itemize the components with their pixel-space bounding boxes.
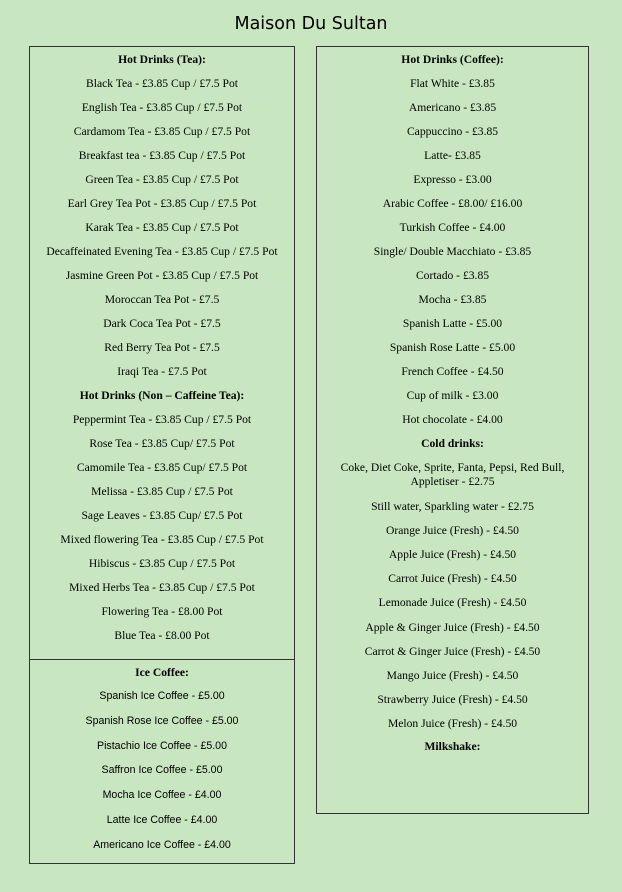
menu-title: Maison Du Sultan <box>234 14 388 34</box>
menu-item: Cappuccino - £3.85 <box>406 125 499 138</box>
menu-item: Red Berry Tea Pot - £7.5 <box>104 341 220 354</box>
section-heading: Ice Coffee: <box>135 666 189 679</box>
menu-item: Spanish Latte - £5.00 <box>402 317 503 330</box>
menu-item: Flowering Tea - £8.00 Pot <box>101 605 223 618</box>
menu-item: Earl Grey Tea Pot - £3.85 Cup / £7.5 Pot <box>67 197 257 210</box>
tea-section <box>29 46 295 660</box>
menu-item: Still water, Sparkling water - £2.75 <box>371 500 534 513</box>
menu-item: Melon Juice (Fresh) - £4.50 <box>387 716 518 730</box>
menu-item: Blue Tea - £8.00 Pot <box>114 629 210 642</box>
menu-item: Moroccan Tea Pot - £7.5 <box>104 293 220 306</box>
section-heading: Hot Drinks (Non – Caffeine Tea): <box>79 389 245 402</box>
menu-item: Strawberry Juice (Fresh) - £4.50 <box>377 692 528 706</box>
menu-item: Latte- £3.85 <box>424 149 481 162</box>
menu-item: Breakfast tea - £3.85 Cup / £7.5 Pot <box>78 149 246 162</box>
menu-item: Peppermint Tea - £3.85 Cup / £7.5 Pot <box>72 413 252 426</box>
menu-item: Saffron Ice Coffee - £5.00 <box>101 764 223 777</box>
menu-item: Melissa - £3.85 Cup / £7.5 Pot <box>91 485 233 498</box>
section-heading: Hot Drinks (Tea): <box>118 53 206 66</box>
section-heading: Milkshake: <box>424 740 481 753</box>
menu-item: Turkish Coffee - £4.00 <box>399 221 506 234</box>
menu-item: Rose Tea - £3.85 Cup/ £7.5 Pot <box>89 437 235 450</box>
menu-item: Coke, Diet Coke, Sprite, Fanta, Pepsi, Red Bull, Appletiser - £2.75 <box>340 461 565 488</box>
menu-item: Iraqi Tea - £7.5 Pot <box>117 365 207 378</box>
menu-item: Cup of milk - £3.00 <box>406 389 499 402</box>
menu-item: Apple & Ginger Juice (Fresh) - £4.50 <box>365 620 540 634</box>
menu-item: French Coffee - £4.50 <box>401 365 504 378</box>
menu-item: Carrot Juice (Fresh) - £4.50 <box>388 572 517 586</box>
menu-item: Flat White - £3.85 <box>410 77 495 90</box>
menu-item: Mixed flowering Tea - £3.85 Cup / £7.5 Pot <box>60 533 264 546</box>
menu-item: English Tea - £3.85 Cup / £7.5 Pot <box>81 101 243 114</box>
menu-item: Americano - £3.85 <box>408 101 497 114</box>
menu-item: Arabic Coffee - £8.00/ £16.00 <box>382 197 523 210</box>
menu-item: Expresso - £3.00 <box>413 173 492 186</box>
menu-item: Americano Ice Coffee - £4.00 <box>93 838 231 851</box>
menu-item: Hot chocolate - £4.00 <box>402 413 503 426</box>
menu-item: Mango Juice (Fresh) - £4.50 <box>386 668 519 682</box>
menu-item: Black Tea - £3.85 Cup / £7.5 Pot <box>86 77 238 90</box>
menu-item: Latte Ice Coffee - £4.00 <box>106 814 218 826</box>
menu-item: Single/ Double Macchiato - £3.85 <box>373 245 532 258</box>
menu-item: Dark Coca Tea Pot - £7.5 <box>103 317 221 330</box>
menu-item: Mocha - £3.85 <box>418 293 487 306</box>
menu-item: Cardamom Tea - £3.85 Cup / £7.5 Pot <box>73 125 251 138</box>
menu-item: Cortado - £3.85 <box>415 269 490 282</box>
ice-coffee-section <box>29 659 295 864</box>
coffee-section <box>316 46 589 814</box>
menu-item: Mocha Ice Coffee - £4.00 <box>102 789 222 802</box>
menu-item: Spanish Rose Ice Coffee - £5.00 <box>85 714 239 727</box>
menu-item: Decaffeinated Evening Tea - £3.85 Cup / £7.5 Pot <box>46 245 278 258</box>
menu-item: Carrot & Ginger Juice (Fresh) - £4.50 <box>364 644 541 658</box>
section-heading: Cold drinks: <box>421 437 484 450</box>
menu-item: Karak Tea - £3.85 Cup / £7.5 Pot <box>85 221 239 234</box>
menu-item: Spanish Rose Latte - £5.00 <box>389 341 516 354</box>
menu-item: Lemonade Juice (Fresh) - £4.50 <box>378 596 527 610</box>
menu-item: Orange Juice (Fresh) - £4.50 <box>386 524 519 538</box>
menu-item: Mixed Herbs Tea - £3.85 Cup / £7.5 Pot <box>69 581 255 594</box>
menu-item: Hibiscus - £3.85 Cup / £7.5 Pot <box>88 557 236 570</box>
menu-item: Sage Leaves - £3.85 Cup/ £7.5 Pot <box>81 509 243 522</box>
menu-item: Green Tea - £3.85 Cup / £7.5 Pot <box>85 173 239 186</box>
menu-item: Jasmine Green Pot - £3.85 Cup / £7.5 Pot <box>65 269 259 282</box>
menu-item: Spanish Ice Coffee - £5.00 <box>99 690 225 702</box>
menu-item: Pistachio Ice Coffee - £5.00 <box>97 739 227 752</box>
section-heading: Hot Drinks (Coffee): <box>401 53 504 66</box>
menu-item: Camomile Tea - £3.85 Cup/ £7.5 Pot <box>76 461 248 474</box>
menu-item: Apple Juice (Fresh) - £4.50 <box>388 548 517 562</box>
